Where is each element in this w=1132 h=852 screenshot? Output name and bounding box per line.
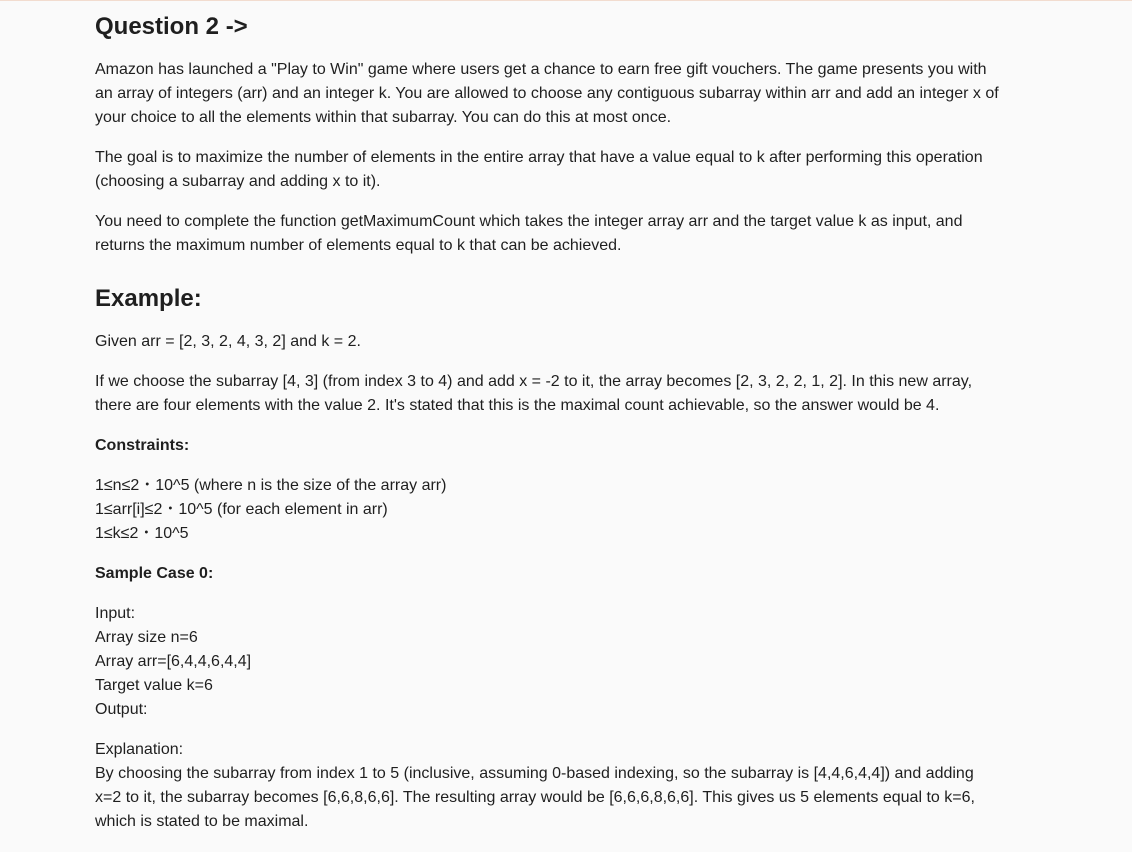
sample-explanation-line: which is stated to be maximal. <box>95 813 309 830</box>
example-explain-line: there are four elements with the value 2. It's stated that this is the maximal count achievable, so the answer would be 4. <box>95 397 940 414</box>
sample-case-io <box>95 602 1025 722</box>
sample-io-line: Output: <box>95 701 148 718</box>
top-border <box>0 0 1132 1</box>
sample-explanation-line: By choosing the subarray from index 1 to 5 (inclusive, assuming 0-based indexing, so the subarray is [4,4,6,4,4]) and adding <box>95 765 974 782</box>
constraint-line: 1≤k≤2・10^5 <box>95 525 189 542</box>
intro-p1-line: Amazon has launched a "Play to Win" game where users get a chance to earn free gift vouchers. The game presents you with <box>95 61 987 78</box>
example-title: Example: <box>95 285 202 312</box>
intro-p3-line: returns the maximum number of elements equal to k that can be achieved. <box>95 237 622 254</box>
question-title: Question 2 -> <box>95 13 248 40</box>
sample-case-heading-text: Sample Case 0: <box>95 565 214 582</box>
intro-paragraph-1 <box>95 58 1025 130</box>
constraints-heading <box>95 434 1025 458</box>
example-explain-line: If we choose the subarray [4, 3] (from index 3 to 4) and add x = -2 to it, the array becomes [2, 3, 2, 2, 1, 2]. In this new array, <box>95 373 973 390</box>
intro-p2-line: The goal is to maximize the number of elements in the entire array that have a value equal to k after performing this operation <box>95 149 983 166</box>
intro-p3-line: You need to complete the function getMaximumCount which takes the integer array arr and the target value k as input, and <box>95 213 963 230</box>
constraint-line: 1≤n≤2・10^5 (where n is the size of the array arr) <box>95 477 447 494</box>
sample-io-line: Target value k=6 <box>95 677 213 694</box>
sample-case-heading <box>95 562 1025 586</box>
intro-paragraph-2 <box>95 146 1025 194</box>
intro-p1-line: your choice to all the elements within that subarray. You can do this at most once. <box>95 109 672 126</box>
intro-p2-line: (choosing a subarray and adding x to it). <box>95 173 381 190</box>
constraints-heading-text: Constraints: <box>95 437 190 454</box>
sample-case-explanation <box>95 738 1025 834</box>
sample-io-line: Input: <box>95 605 136 622</box>
sample-io-line: Array arr=[6,4,4,6,4,4] <box>95 653 252 670</box>
example-given <box>95 330 1025 354</box>
constraint-line: 1≤arr[i]≤2・10^5 (for each element in arr) <box>95 501 388 518</box>
intro-p1-line: an array of integers (arr) and an integer k. You are allowed to choose any contiguous subarray within arr and add an integer x of <box>95 85 999 102</box>
constraints-list <box>95 474 1025 546</box>
example-explanation <box>95 370 1025 418</box>
sample-explanation-line: Explanation: <box>95 741 184 758</box>
intro-paragraph-3 <box>95 210 1025 258</box>
example-given-line: Given arr = [2, 3, 2, 4, 3, 2] and k = 2. <box>95 333 361 350</box>
sample-explanation-line: x=2 to it, the subarray becomes [6,6,8,6,6]. The resulting array would be [6,6,6,8,6,6]. This gives us 5 elements equal to k=6, <box>95 789 975 806</box>
sample-io-line: Array size n=6 <box>95 629 198 646</box>
